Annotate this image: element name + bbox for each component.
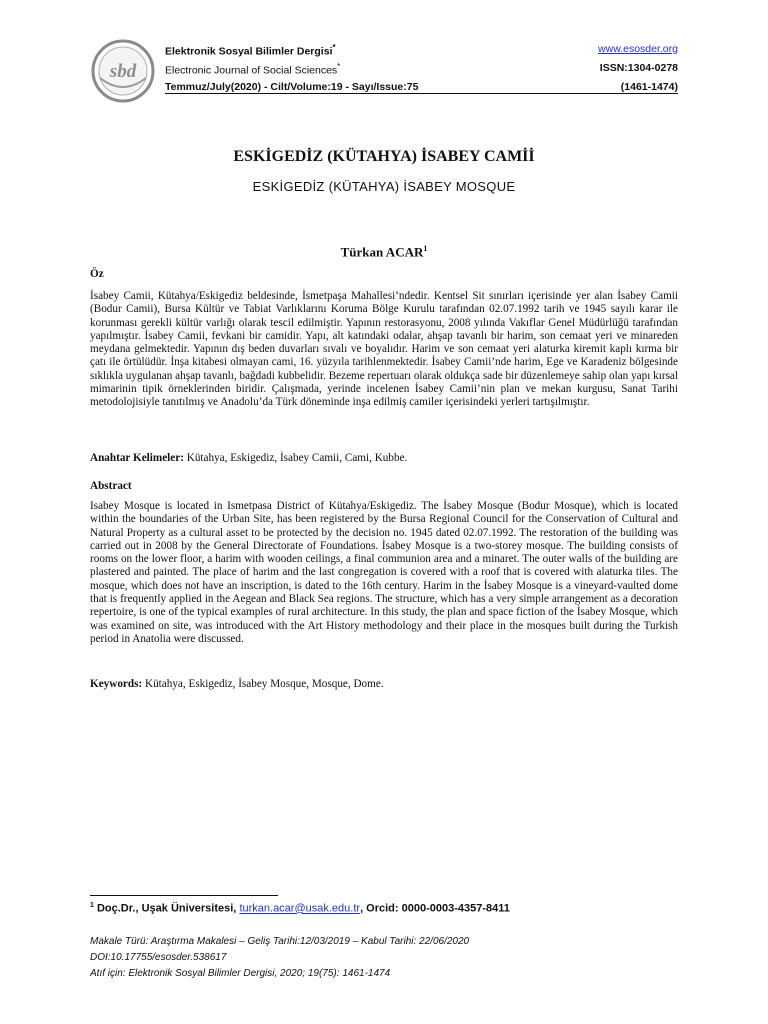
citation: Atıf için: Elektronik Sosyal Bilimler Dergisi, 2020; 19(75): 1461-1474 xyxy=(90,968,391,979)
english-keywords: Keywords: Kütahya, Eskigediz, İsabey Mosque, Mosque, Dome. xyxy=(90,678,384,690)
article-title: ESKİGEDİZ (KÜTAHYA) İSABEY CAMİİ xyxy=(233,148,535,165)
turkish-keywords: Anahtar Kelimeler: Kütahya, Eskigediz, İsabey Camii, Cami, Kubbe. xyxy=(90,452,408,464)
website-link[interactable]: www.esosder.org xyxy=(598,43,678,55)
issue-line: Temmuz/July(2020) - Cilt/Volume:19 - Sayı/Issue:75 xyxy=(165,81,419,93)
article-dates: Makale Türü: Araştırma Makalesi – Geliş Tarihi:12/03/2019 – Kabul Tarihi: 22/06/2020 xyxy=(90,936,470,947)
header-divider xyxy=(165,93,678,94)
page-range: (1461-1474) xyxy=(620,81,678,93)
svg-text:sbd: sbd xyxy=(109,61,137,82)
author-name: Türkan ACAR$^1$ xyxy=(340,244,428,260)
oz-heading: Öz xyxy=(90,268,104,280)
abstract-heading: Abstract xyxy=(90,480,132,492)
oz-text: İsabey Camii, Kütahya/Eskigediz beldesinde, İsmetpaşa Mahallesi’ndedir. Kentsel Sit sınırları içerisinde yer alan İsabey Camii (Bodur Camii), Bursa Kültür ve Tabiat Varlıklarını Koruma Bölge Kurulu tarafından 02.07.1992 tarih ve 1945 sayılı karar ile korunması gerekli kültür varlığı olarak tescil edilmiştir. Yapının restorasyonu, 2008 yılında Vakıflar Genel Müdürlüğü tarafından yapılmıştır. İsabey Camii, fevkani bir camidir. Yapı, alt katındaki odalar, ahşap tavanlı bir harim, son cemaat yeri ve minareden meydana gelmektedir. Yapının dış beden duvarları sıvalı ve boyalıdır. Harim ve son cemaat yeri alaturka kiremit kaplı kırma bir çatı ile örtülüdür. İnşa kitabesi olmayan cami, 16. yüzyıla tarihlenmektedir. İsabey Camii’nde harim, Ege ve Karadeniz bölgesinde sıklıkla uygulanan ahşap tavanlı, bağdadi kubbelidir. Bezeme repertuarı olarak oldukça sade bir düzenlemeye sahip olan yapı kırsal mimarinin tipik örneklerinden biridir. Çalışmada, yerinde incelenen İsabey Camii’nin plan ve mekan kurgusu, Sanat Tarihi metodolojisiyle tanıtılmış ve Anadolu’da Türk döneminde inşa edilmiş camiler içerisindeki yerleri tartışılmıştır. xyxy=(90,290,678,409)
journal-name-en: Electronic Journal of Social Sciences* xyxy=(165,62,341,77)
article-subtitle: ESKİGEDİZ (KÜTAHYA) İSABEY MOSQUE xyxy=(252,179,516,194)
author-email-link[interactable]: turkan.acar@usak.edu.tr xyxy=(239,902,361,915)
journal-logo xyxy=(90,38,156,104)
doi: DOI:10.17755/esosder.538617 xyxy=(90,952,227,963)
abstract-text: Isabey Mosque is located in Ismetpasa District of Kütahya/Eskigediz. The İsabey Mosque (Bodur Mosque), which is located within the boundaries of the Urban Site, has been registered by the Bursa Regional Council for the Conservation of Cultural and Natural Property as a cultural asset to be protected by the decision no. 1945 dated 02.07.1992. The restoration of the building was carried out in 2008 by the General Directorate of Foundations. İsabey Mosque is a two-storey mosque. The building consists of rooms on the lower floor, a harim with wooden ceilings, a final communion area and a minaret. The outer walls of the building are plastered and painted. The place of harim and the last congregation is covered with a roof that is covered with alaturka tiles. The mosque, which does not have an inscription, is dated to the 16th century. Harim in the İsabey Mosque is a vineyard-vaulted dome that is frequently applied in the Aegean and Black Sea regions. The structure, which has a very simple arrangement as a decoration repertoire, is one of the typical examples of rural architecture. In this study, the plan and space fiction of the İsabey Mosque, which was examined on site, was introduced with the Art History methodology and their place in the mosques built during the Turkish period in Anatolia were discussed. xyxy=(90,500,678,645)
author-footnote: $^1$ Doç.Dr., Uşak Üniversitesi, turkan.acar@usak.edu.tr, Orcid: 0000-0003-4357-8411 xyxy=(90,902,510,915)
journal-name-tr: Elektronik Sosyal Bilimler Dergisi* xyxy=(165,43,336,58)
footnote-divider xyxy=(90,895,278,896)
journal-header xyxy=(90,38,678,98)
issn: ISSN:1304-0278 xyxy=(599,62,678,74)
